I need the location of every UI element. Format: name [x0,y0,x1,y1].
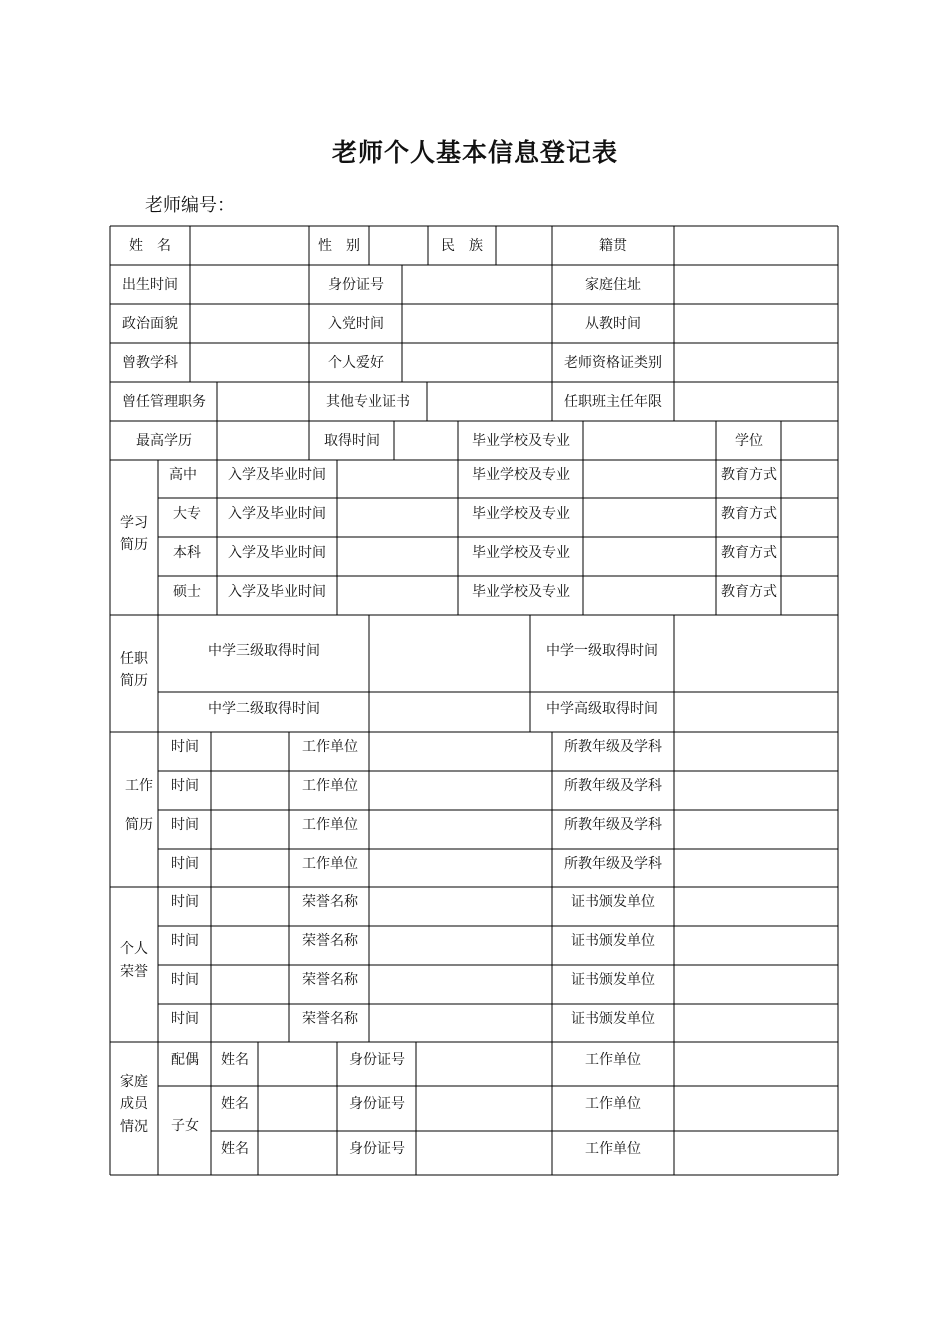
honor-name-label: 荣誉名称 [302,933,358,949]
label-secondary-level3-date: 中学三级取得时间 [208,643,320,659]
label-secondary-level1-date: 中学一级取得时间 [546,643,658,659]
section-title-history-line2: 简历 [120,673,148,689]
label-management-duty: 曾任管理职务 [122,394,206,410]
study-level-college: 大专 [173,506,201,522]
section-family-line3: 情况 [120,1119,148,1135]
family-name-label: 姓名 [221,1052,249,1068]
label-gender: 性 别 [318,238,360,254]
honor-issuer-label: 证书颁发单位 [571,1011,655,1027]
work-time-label: 时间 [171,817,199,833]
work-grade-subject-label: 所教年级及学科 [564,817,662,833]
work-unit-label: 工作单位 [302,778,358,794]
label-class-master-years: 任职班主任年限 [564,394,662,410]
label-hobby: 个人爱好 [328,355,384,371]
label-cert-type: 老师资格证类别 [564,355,662,371]
label-school-major: 毕业学校及专业 [472,433,570,449]
work-time-label: 时间 [171,856,199,872]
label-ethnicity: 民 族 [441,238,483,254]
study-mode-label: 教育方式 [721,506,777,522]
section-honor-line2: 荣誉 [120,964,148,980]
study-level-bachelor: 本科 [173,545,201,561]
study-school-label: 毕业学校及专业 [472,506,570,522]
label-political-status: 政治面貌 [122,316,178,332]
section-work-line2: 简历 [125,817,153,833]
label-native-place: 籍贯 [599,238,627,254]
work-time-label: 时间 [171,739,199,755]
work-unit-label: 工作单位 [302,856,358,872]
family-id-label: 身份证号 [349,1141,405,1157]
label-name: 姓 名 [129,238,171,254]
label-other-cert: 其他专业证书 [326,394,410,410]
honor-time-label: 时间 [171,972,199,988]
study-time-label: 入学及毕业时间 [228,545,326,561]
family-spouse-label: 配偶 [171,1052,199,1068]
study-level-highschool: 高中 [169,467,197,483]
study-school-label: 毕业学校及专业 [472,467,570,483]
table-labels [120,237,777,1157]
family-id-label: 身份证号 [349,1096,405,1112]
label-degree: 学位 [735,433,763,449]
honor-time-label: 时间 [171,1011,199,1027]
work-unit-label: 工作单位 [302,817,358,833]
work-grade-subject-label: 所教年级及学科 [564,778,662,794]
label-secondary-senior-date: 中学高级取得时间 [546,701,658,717]
label-subjects-taught: 曾教学科 [122,355,178,371]
label-highest-education: 最高学历 [136,433,192,449]
work-time-label: 时间 [171,778,199,794]
study-time-label: 入学及毕业时间 [228,506,326,522]
family-id-label: 身份证号 [349,1052,405,1068]
honor-name-label: 荣誉名称 [302,894,358,910]
study-mode-label: 教育方式 [721,584,777,600]
section-work-line1: 工作 [125,778,153,794]
label-secondary-level2-date: 中学二级取得时间 [208,701,320,717]
label-teaching-start: 从教时间 [585,316,641,332]
study-mode-label: 教育方式 [721,467,777,483]
label-home-address: 家庭住址 [585,277,641,293]
family-name-label: 姓名 [221,1096,249,1112]
study-time-label: 入学及毕业时间 [228,467,326,483]
family-name-label: 姓名 [221,1141,249,1157]
honor-time-label: 时间 [171,933,199,949]
work-grade-subject-label: 所教年级及学科 [564,739,662,755]
study-school-label: 毕业学校及专业 [472,584,570,600]
label-birth-date: 出生时间 [122,277,178,293]
family-child-label: 子女 [171,1118,199,1134]
study-level-master: 硕士 [173,584,201,600]
study-mode-label: 教育方式 [721,545,777,561]
family-unit-label: 工作单位 [585,1141,641,1157]
work-grade-subject-label: 所教年级及学科 [564,856,662,872]
honor-issuer-label: 证书颁发单位 [571,894,655,910]
honor-issuer-label: 证书颁发单位 [571,972,655,988]
study-time-label: 入学及毕业时间 [228,584,326,600]
honor-name-label: 荣誉名称 [302,972,358,988]
family-unit-label: 工作单位 [585,1096,641,1112]
label-party-join-date: 入党时间 [328,316,384,332]
label-id-number: 身份证号 [328,277,384,293]
section-study-line2: 简历 [120,537,148,553]
study-school-label: 毕业学校及专业 [472,545,570,561]
section-family-line1: 家庭 [120,1074,148,1090]
section-study-line1: 学习 [120,515,148,531]
label-obtained-date: 取得时间 [324,433,380,449]
family-unit-label: 工作单位 [585,1052,641,1068]
honor-issuer-label: 证书颁发单位 [571,933,655,949]
page-title: 老师个人基本信息登记表 [331,138,618,167]
work-unit-label: 工作单位 [302,739,358,755]
section-family-line2: 成员 [120,1096,148,1112]
section-title-history-line1: 任职 [120,651,148,667]
honor-name-label: 荣誉名称 [302,1011,358,1027]
section-honor-line1: 个人 [120,941,148,957]
honor-time-label: 时间 [171,894,199,910]
teacher-number-label: 老师编号： [145,195,235,216]
